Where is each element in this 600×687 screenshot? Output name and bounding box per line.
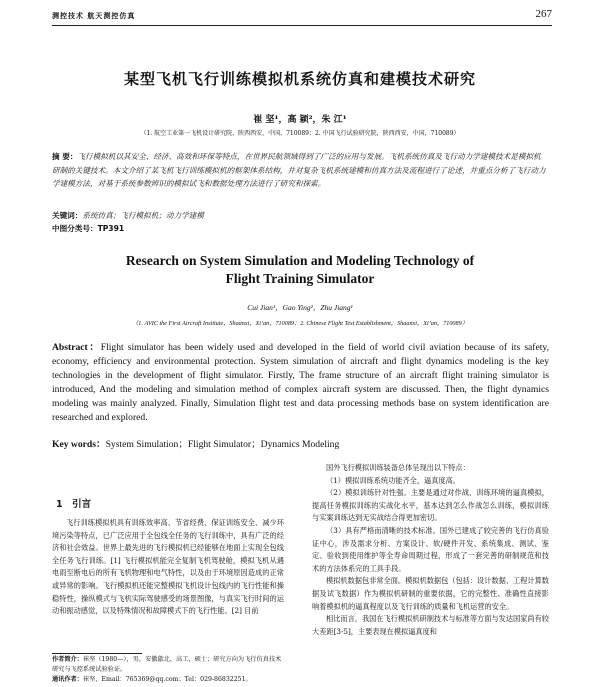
intro-paragraph: 飞行训练模拟机具有训练效率高、节省经费、保证训练安全、减少环境污染等特点，已广泛应用于全包线全任务的飞行训练中，具有广泛的经济和社会效益。世界上最先进的飞行模拟机已经能够在地面上实现全包线全任务飞行训练。[1] 飞行模拟机能完全复制飞机驾驶舱，模拟飞机从遇电雨至断电后的所有飞机物理和电气特性，以及由于环境原因造成的正常或异常的影响。飞行模拟机还能完整模拟飞机设计包线内的飞行性能和操稳特性，操纵模式与飞机实际驾驶感受的场景图像，与真实飞行时间的运动和振动感觉，以及特殊情况和故障模式下的飞行性能。[2] 目前 [52, 518, 284, 616]
english-keywords-text: System Simulation；Flight Simulator；Dynamics Modeling [105, 439, 340, 450]
author-footnote [52, 655, 284, 685]
footnote-author-text: 崔坚（1980—），男，安徽歙北，高工，硕士；研究方向为飞行仿真技术研究与飞控系统试验验证。 [52, 656, 282, 673]
chinese-abstract [52, 150, 548, 191]
chinese-abstract-text: 飞行模拟机以其安全、经济、高效和环保等特点，在世界民航领域得到了广泛的应用与发展。飞机系统仿真及飞行动力学建模技术是模拟机研制的关键技术。本文介绍了某飞机飞行训练模拟机的框架体系结构，并对复杂飞机系统建模和仿真方法及流程进行了论述，并重点分析了飞行动力学建模方法，对基于系统参数辨识的模拟试飞和数据处理方法进行了研究和探索。 [52, 152, 546, 188]
section-heading-introduction: 1 引言 [56, 499, 92, 510]
chinese-abstract-label: 摘 要： [52, 152, 78, 161]
feature-item-2: （2）模拟训练针对性强。主要是通过对作战、训练环境的逼真模拟，提高任务模拟训练的实战化水平，基本达到怎么作战怎么训练，模拟训练与实案训练达到无实战结合得更加密切。 [312, 488, 549, 523]
english-authors: Cui Jian¹，Gao Ying²，Zhu Jiang¹ [247, 303, 353, 312]
english-keywords [52, 436, 339, 450]
english-affiliation: （1. AVIC the First Aircraft Institute，Shaanxi，Xi’an，710089；2. Chinese Flight Test Establishment，Shaanxi，Xi’an，710089） [132, 320, 468, 327]
clc-label: 中图分类号： [52, 224, 98, 233]
footnote-contact-label: 通讯作者： [52, 676, 83, 683]
english-title-line1: Research on System Simulation and Modeling Technology of [125, 253, 475, 268]
feature-item-4: 模拟机数据包非常全面。模拟机数据包（包括：设计数据、工程计算数据及试飞数据）作为模拟机研制的重要依据，它的完整性、准确性直接影响着模拟机的逼真程度以及飞行训练的质量和飞机运营的安全。 [312, 576, 549, 611]
running-header [52, 8, 552, 25]
right-final-paragraph: 相比而言，我国在飞行模拟机研制技术与标准等方面与发达国家尚有较大差距[3-5]，主要表现在模拟逼真度和 [312, 614, 549, 636]
header-rule [52, 25, 552, 26]
right-intro: 国外飞行模拟训练装备总体呈现出以下特点： [326, 463, 470, 472]
right-column-body [312, 462, 549, 638]
classification-number [52, 223, 124, 234]
english-abstract-text: Flight simulator has been widely used and developed in the field of world civil aviation because of its safety, economy, efficiency and environmental protection. System simulation of aircraft and flight dynamics modeling is the key technologies in the development of flight simulator. Firstly, The frame structure of an aircraft flight training simulator is introduced, And the modeling and simulation method of complex aircraft system are discussed. Then, the flight dynamics modeling was mainly analyzed. Finally, Simulation flight test and data processing methods base on system identification are researched and explored. [52, 342, 549, 423]
chinese-keywords-text: 系统仿真；飞行模拟机；动力学建模 [82, 211, 204, 220]
clc-value: TP391 [97, 224, 125, 233]
english-abstract-label: Abstract： [52, 342, 101, 353]
chinese-keywords [52, 210, 204, 221]
english-keywords-label: Key words： [52, 439, 106, 450]
journal-name: 测控技术 航天测控仿真 [52, 11, 136, 20]
footnote-author-label: 作者简介： [52, 656, 83, 663]
footnote-contact-text: 崔坚，Email：765369@qq.com；Tel：029-86832251。 [82, 676, 252, 683]
footnote-rule [52, 653, 142, 654]
english-title-line2: Flight Training Simulator [225, 271, 375, 286]
english-title [40, 252, 560, 288]
chinese-authors: 崔 坚¹，高 颖²，朱 江¹ [253, 115, 347, 125]
english-abstract [52, 341, 549, 425]
feature-item-3: （3）具有严格而清晰的技术标准。国外已建成了较完善的飞行仿真验证中心，涉及需求分析、方案设计、软/硬件开发、系统集成、测试、鉴定、验收到使用维护等全寿命周期过程，形成了一套完善的研制规范和技术的方法体系完的工具手段。 [312, 525, 549, 573]
feature-item-1: （1）模拟训练系统功能齐全，逼真度高。 [326, 475, 460, 485]
chinese-title: 某型飞机飞行训练模拟机系统仿真和建模技术研究 [123, 70, 476, 88]
page-number: 267 [535, 8, 552, 20]
chinese-keywords-label: 关键词： [52, 211, 83, 220]
left-column-body [52, 517, 284, 618]
chinese-affiliation: （1. 航空工业第一飞机设计研究院，陕西西安，中国，710089；2. 中国飞行试验研究院，陕西西安，中国，710089） [140, 130, 460, 137]
